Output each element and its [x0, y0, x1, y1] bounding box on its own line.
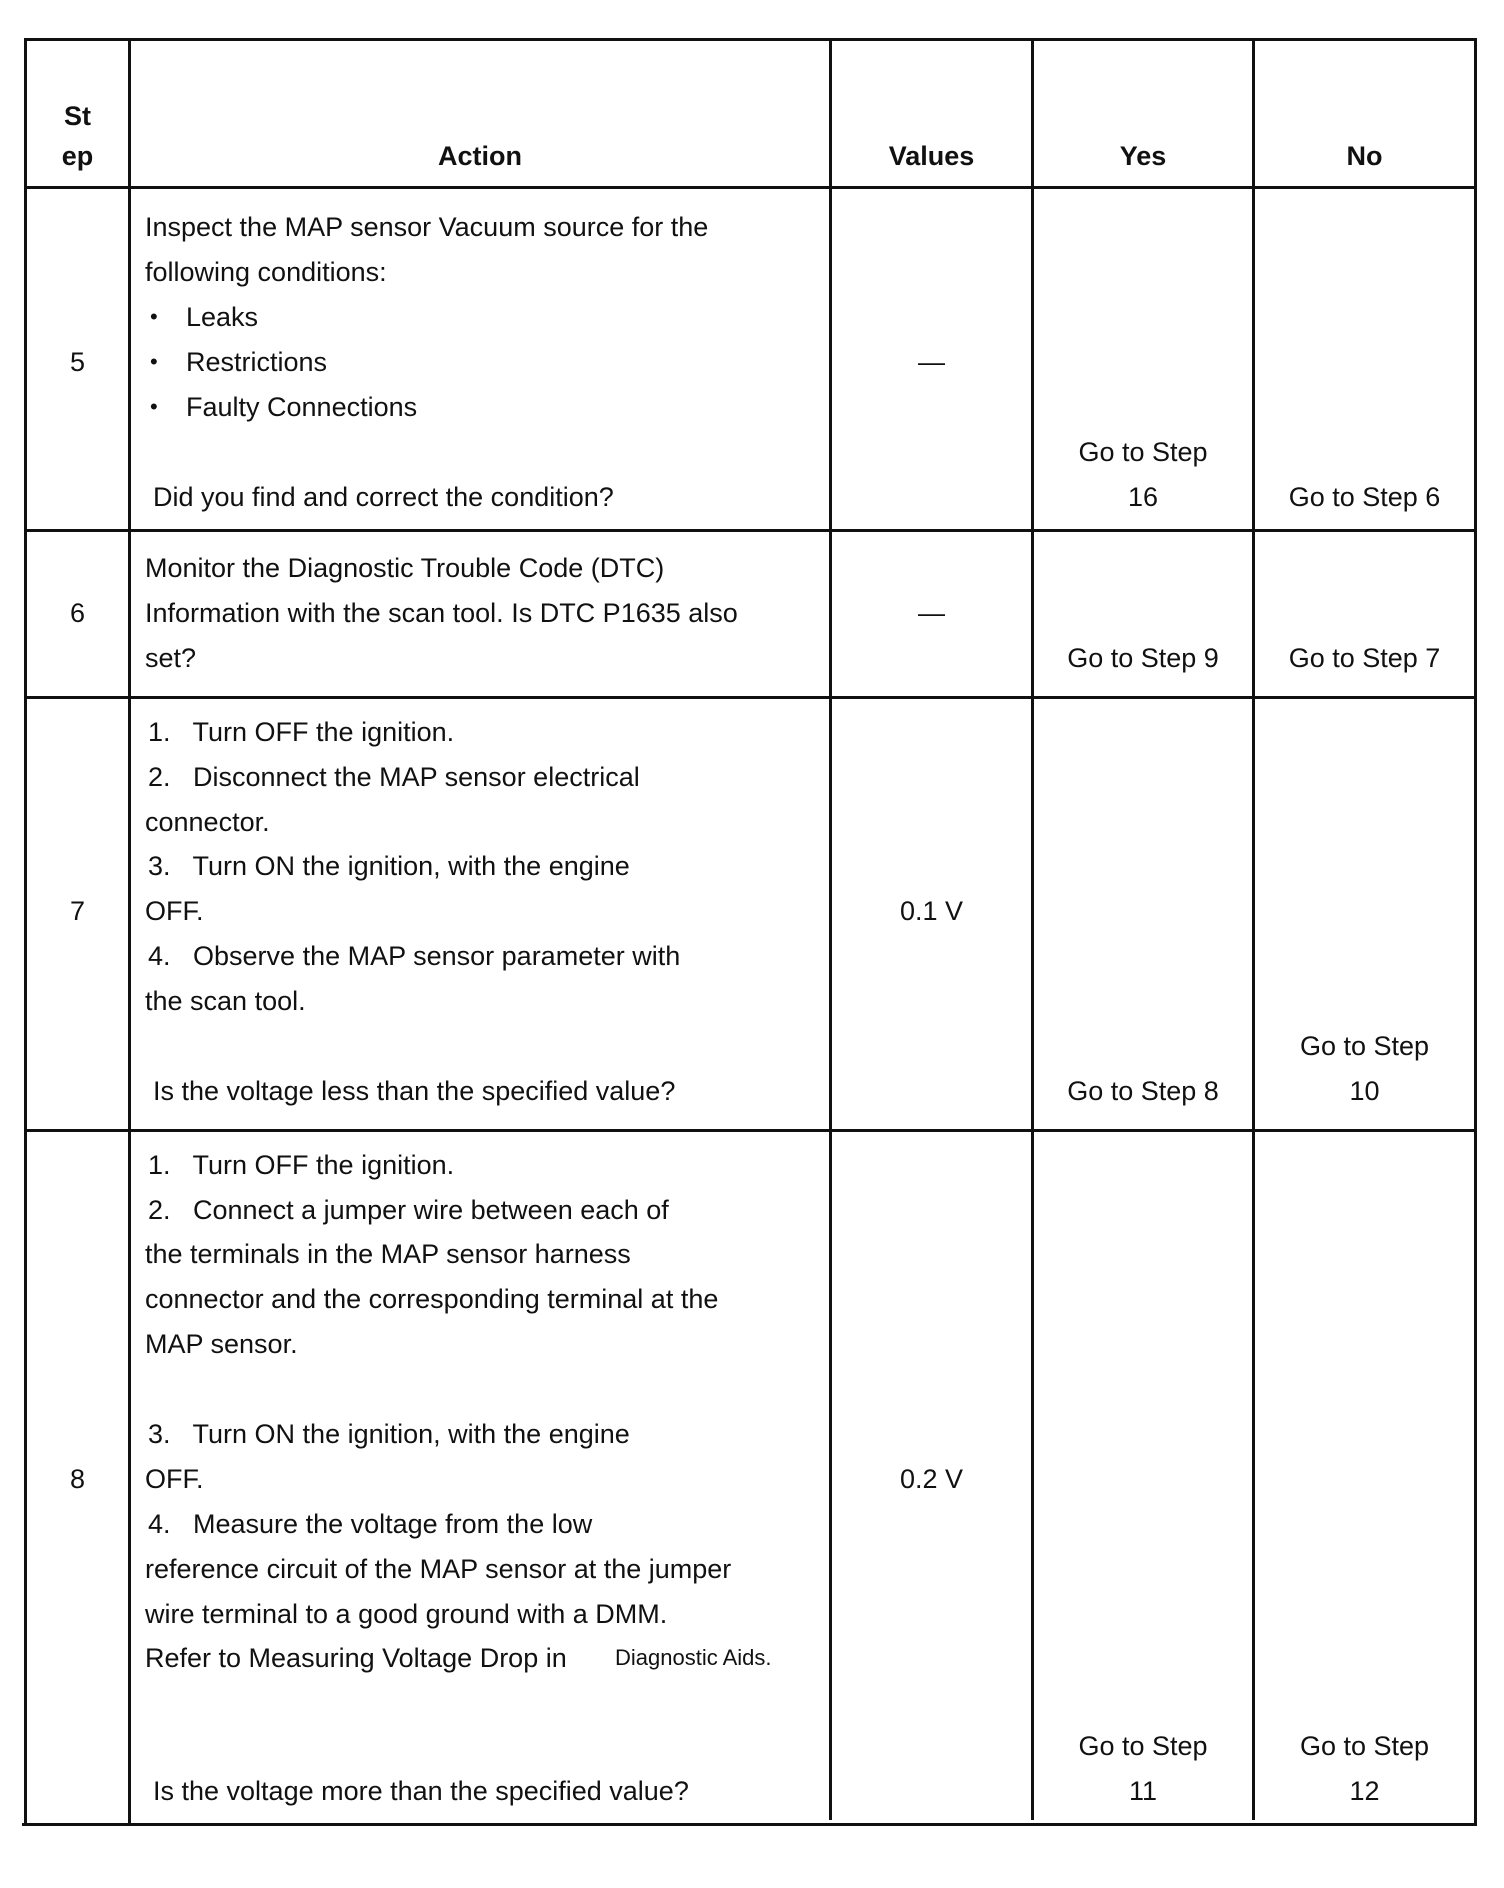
row-7-action-line: 1. Turn OFF the ignition. [148, 717, 455, 747]
row-8-no-line-2: 12 [1349, 1776, 1380, 1806]
header-action: Action [438, 141, 522, 171]
row-5-bullet-item: Restrictions [186, 347, 328, 377]
diagnostic-table [24, 38, 1474, 1826]
row-5-action-line: following conditions: [145, 257, 387, 287]
table-bottom-border [22, 1823, 1475, 1826]
row-7-value: 0.1 V [899, 896, 964, 926]
row-8-action-line: OFF. [145, 1464, 204, 1494]
row-8-action-line: MAP sensor. [145, 1329, 298, 1359]
row-6-bottom-border [24, 696, 1477, 699]
row-8-action-line: connector and the corresponding terminal at the [145, 1284, 719, 1314]
row-8-action-line: 2. Connect a jumper wire between each of [148, 1195, 669, 1225]
header-step-line-1: St [64, 101, 91, 131]
row-7-action-line: OFF. [145, 896, 204, 926]
row-7-question: Is the voltage less than the specified value? [153, 1076, 676, 1106]
values-column-divider [1031, 38, 1034, 1820]
row-5-no: Go to Step 6 [1288, 482, 1441, 512]
row-8-action-line: wire terminal to a good ground with a DMM. [145, 1599, 668, 1629]
row-5-action-line: Inspect the MAP sensor Vacuum source for the [145, 212, 709, 242]
row-7-action-line: 3. Turn ON the ignition, with the engine [148, 851, 630, 881]
header-yes: Yes [1119, 141, 1167, 171]
row-7-action-line: 2. Disconnect the MAP sensor electrical [148, 762, 640, 792]
bullet-icon: • [150, 304, 158, 329]
row-8-value: 0.2 V [899, 1464, 964, 1494]
row-8-action-line: reference circuit of the MAP sensor at the jumper [145, 1554, 732, 1584]
yes-column-divider [1252, 38, 1255, 1820]
row-8-refer-text: Refer to Measuring Voltage Drop in [145, 1643, 567, 1673]
row-8-no-line-1: Go to Step [1299, 1731, 1430, 1761]
row-5-yes-line-2: 16 [1127, 482, 1159, 512]
row-6-yes: Go to Step 9 [1067, 643, 1219, 673]
row-6-action-line: Monitor the Diagnostic Trouble Code (DTC) [145, 553, 665, 583]
row-5-question: Did you find and correct the condition? [153, 482, 614, 512]
row-8-yes-line-1: Go to Step [1078, 1731, 1208, 1761]
row-8-action-line: the terminals in the MAP sensor harness [145, 1239, 631, 1269]
row-5-step: 5 [69, 347, 86, 377]
bullet-icon: • [150, 394, 158, 419]
row-6-no: Go to Step 7 [1288, 643, 1441, 673]
row-5-value: — [918, 347, 945, 377]
row-8-action-line: 3. Turn ON the ignition, with the engine [148, 1419, 630, 1449]
row-6-action-line: set? [145, 643, 197, 673]
row-8-question: Is the voltage more than the specified value? [153, 1776, 689, 1806]
row-7-action-line: the scan tool. [145, 986, 306, 1016]
row-6-value: — [918, 598, 945, 628]
row-5-bullet-item: Leaks [186, 302, 259, 332]
row-7-no-line-2: 10 [1349, 1076, 1380, 1106]
row-8-yes-line-2: 11 [1128, 1776, 1158, 1806]
row-5-yes-line-1: Go to Step [1078, 437, 1208, 467]
row-7-action-line: 4. Observe the MAP sensor parameter with [148, 941, 681, 971]
table-right-border [1474, 38, 1477, 1826]
row-8-action-line: 4. Measure the voltage from the low [148, 1509, 593, 1539]
row-6-step: 6 [69, 598, 86, 628]
row-7-no-line-1: Go to Step [1299, 1031, 1430, 1061]
row-7-step: 7 [69, 896, 86, 926]
header-no: No [1346, 141, 1383, 171]
row-5-bullet-item: Faulty Connections [186, 392, 418, 422]
table-top-border [24, 38, 1475, 41]
step-column-divider [128, 38, 131, 1826]
row-7-yes: Go to Step 8 [1067, 1076, 1219, 1106]
header-bottom-border [24, 186, 1477, 189]
row-6-action-line: Information with the scan tool. Is DTC P1635 also [145, 598, 738, 628]
row-8-action-line: 1. Turn OFF the ignition. [148, 1150, 455, 1180]
row-5-bottom-border [24, 529, 1477, 532]
row-8-step: 8 [69, 1464, 86, 1494]
header-values: Values [888, 141, 975, 171]
row-7-action-line: connector. [145, 807, 270, 837]
bullet-icon: • [150, 349, 158, 374]
row-7-bottom-border [24, 1129, 1477, 1132]
diagnostic-aids-link[interactable]: Diagnostic Aids. [615, 1645, 772, 1670]
header-step-line-2: ep [61, 141, 94, 171]
